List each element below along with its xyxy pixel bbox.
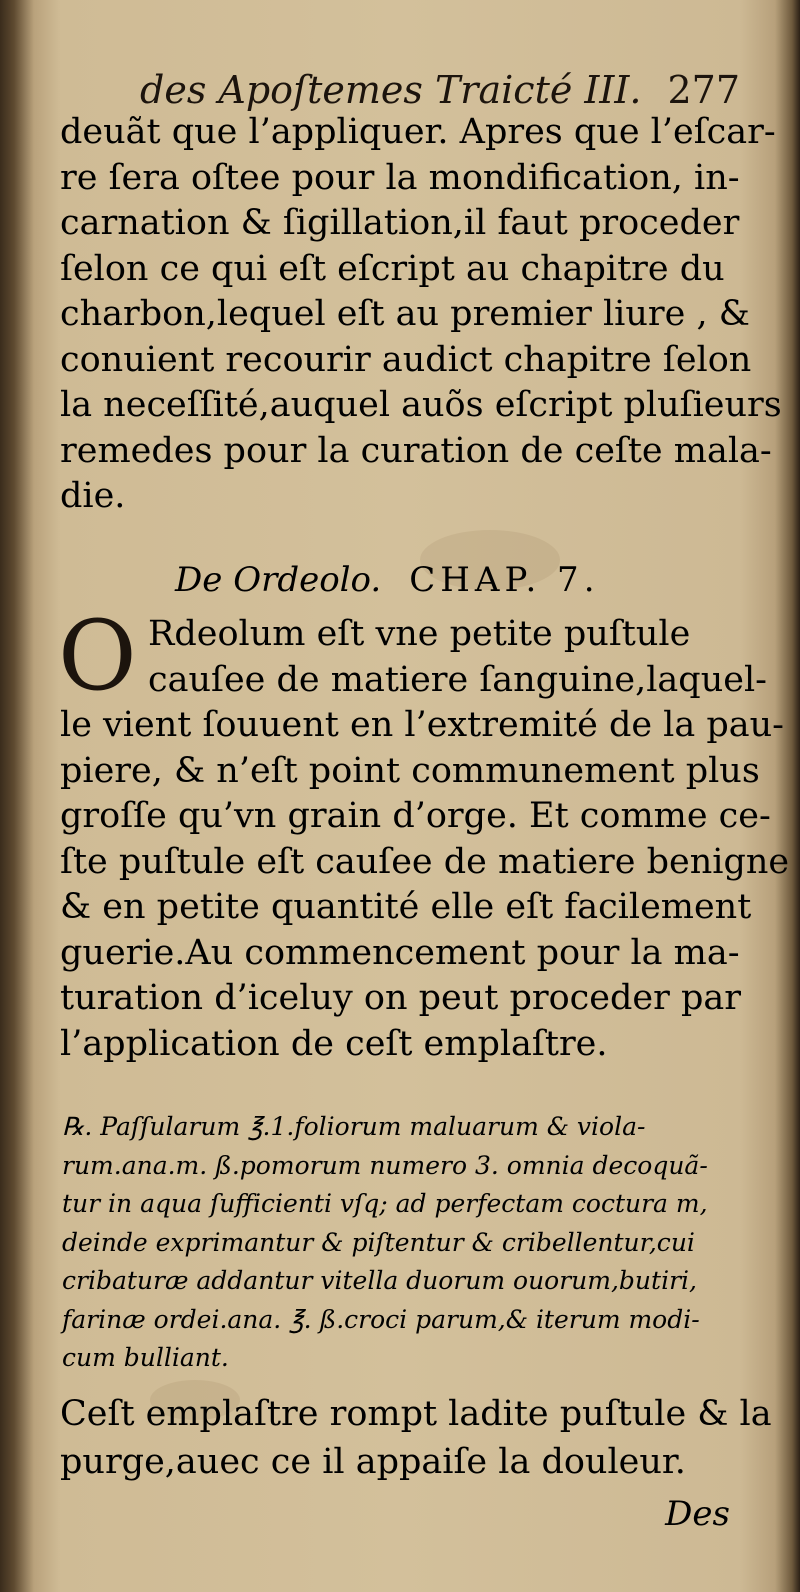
text-line: charbon,lequel eſt au premier liure , & (60, 294, 750, 334)
text-line: guerie.Au commencement pour la ma- (60, 932, 740, 973)
recipe-line: ℞. Paſſularum ℥.1.foliorum maluarum & viola- (62, 1112, 646, 1141)
text-line: le vient ſouuent en l’extremité de la pau- (60, 705, 785, 745)
recipe-line: cum bulliant. (62, 1343, 229, 1372)
text-line: turation d’iceluy on peut proceder par (60, 978, 741, 1018)
running-title: des Apoſtemes Traicté III. (140, 68, 642, 112)
text-line: groſſe qu’vn grain d’orge. Et comme ce- (60, 796, 771, 836)
text-line: ſelon ce qui eſt eſcript au chapitre du (60, 248, 725, 289)
text-line: Rdeolum eſt vne petite puſtule (148, 614, 691, 654)
chapter-label: CHAP. 7. (409, 560, 600, 600)
text-line: ſte puſtule eſt cauſee de matiere benigne (60, 841, 790, 882)
text-line: carnation & ſigillation,il faut proceder (60, 203, 740, 243)
catchword: Des (665, 1494, 730, 1534)
recipe-line: rum.ana.m. ß.pomorum numero 3. omnia decoquã- (62, 1150, 708, 1180)
recipe-block (62, 1108, 742, 1378)
paragraph-continuation (60, 110, 782, 520)
chapter-heading (175, 560, 600, 600)
text-line: cauſee de matiere ſanguine,laquel- (148, 659, 767, 700)
text-line: la neceſſité,auquel auõs eſcript pluſieurs (60, 385, 782, 425)
text-line: purge,auec ce il appaiſe la douleur. (60, 1442, 686, 1482)
text-line: die. (60, 476, 126, 516)
paragraph-closing (60, 1390, 772, 1486)
chapter-title: De Ordeolo. (175, 560, 382, 600)
running-header (140, 68, 740, 116)
text-line: remedes pour la curation de ceſte mala- (60, 430, 772, 471)
text-line: conuient recourir audict chapitre ſelon (60, 339, 752, 380)
paragraph-ordeolum (58, 600, 790, 1067)
text-line: Ceſt emplaſtre rompt ladite puſtule & la (60, 1394, 772, 1434)
page-number: 277 (667, 68, 740, 112)
text-line: l’application de ceſt emplaſtre. (60, 1023, 608, 1064)
text-line: & en petite quantité elle eſt facilement (60, 887, 752, 927)
recipe-line: tur in aqua ſufficienti vſq; ad perfectam coctura m, (62, 1189, 708, 1218)
text-line: piere, & n’eſt point communement plus (60, 750, 760, 791)
recipe-line: deinde exprimantur & piſtentur & cribellentur,cui (62, 1227, 695, 1257)
recipe-line: cribaturæ addantur vitella duorum ouorum,butiri, (62, 1266, 697, 1295)
text-line: deuãt que l’appliquer. Apres que l’eſcar- (60, 112, 776, 152)
recipe-line: farinæ ordei.ana. ℥. ß.croci parum,& iterum modi- (62, 1304, 700, 1334)
text-line: re ſera oſtee pour la mondification, in- (60, 157, 740, 198)
drop-cap: O (58, 600, 137, 712)
